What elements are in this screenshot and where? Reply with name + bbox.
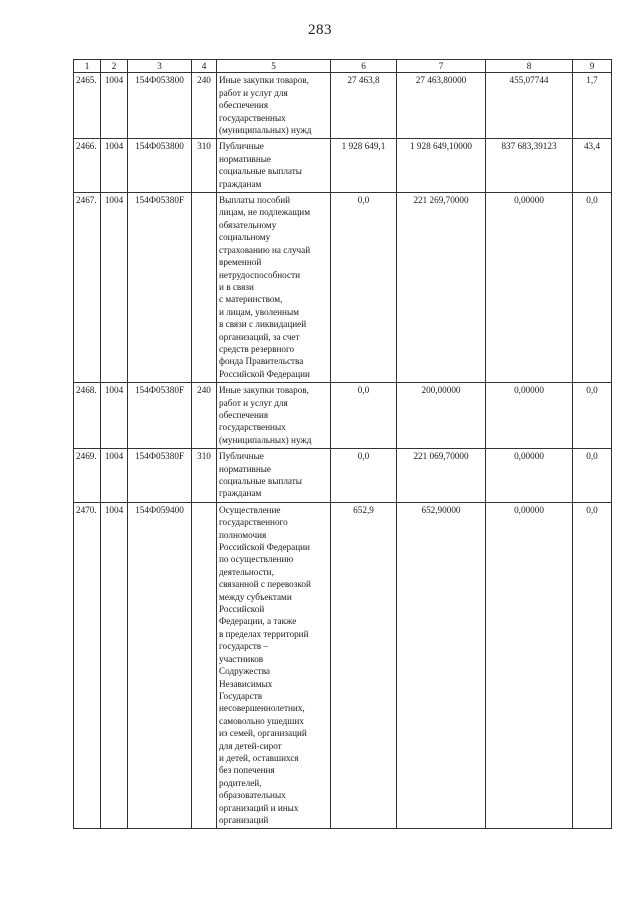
execution-percent: 0,0 (573, 502, 612, 829)
executed-amount: 0,00000 (486, 193, 573, 383)
approved-amount: 0,0 (331, 193, 397, 383)
approved-amount: 0,0 (331, 449, 397, 503)
col-header-7: 7 (397, 60, 486, 73)
approved-amount: 0,0 (331, 383, 397, 449)
table-body (74, 73, 612, 829)
table-header (74, 60, 612, 73)
approved-amount: 1 928 649,1 (331, 139, 397, 193)
approved-amount: 27 463,8 (331, 73, 397, 139)
refined-amount: 221 069,70000 (397, 449, 486, 503)
refined-amount: 652,90000 (397, 502, 486, 829)
col-header-8: 8 (486, 60, 573, 73)
table-row (74, 73, 612, 139)
executed-amount: 0,00000 (486, 502, 573, 829)
table-row (74, 383, 612, 449)
col-header-9: 9 (573, 60, 612, 73)
table-row (74, 502, 612, 829)
row-number: 2466. (74, 139, 101, 193)
expense-type-code (192, 502, 217, 829)
col-header-1: 1 (74, 60, 101, 73)
section-code: 1004 (101, 383, 128, 449)
target-code: 154Ф059400 (128, 502, 192, 829)
row-number: 2467. (74, 193, 101, 383)
col-header-6: 6 (331, 60, 397, 73)
approved-amount: 652,9 (331, 502, 397, 829)
header-row (74, 60, 612, 73)
row-number: 2470. (74, 502, 101, 829)
refined-amount: 1 928 649,10000 (397, 139, 486, 193)
execution-percent: 0,0 (573, 193, 612, 383)
col-header-2: 2 (101, 60, 128, 73)
table-row (74, 193, 612, 383)
section-code: 1004 (101, 73, 128, 139)
budget-table (73, 59, 612, 829)
execution-percent: 1,7 (573, 73, 612, 139)
item-name: Выплаты пособий лицам, не подлежащим обязательному социальному страхованию на случай временной нетрудоспособности и в связи с материнством, и лицам, уволенным в связи с ликвидацией организаций, за счет средств резервного фонда Правительства Российской Федерации (217, 193, 331, 383)
executed-amount: 455,07744 (486, 73, 573, 139)
section-code: 1004 (101, 139, 128, 193)
section-code: 1004 (101, 193, 128, 383)
expense-type-code: 240 (192, 73, 217, 139)
item-name: Публичные нормативные социальные выплаты гражданам (217, 139, 331, 193)
refined-amount: 27 463,80000 (397, 73, 486, 139)
col-header-5: 5 (217, 60, 331, 73)
row-number: 2469. (74, 449, 101, 503)
item-name: Осуществление государственного полномочия Российской Федерации по осуществлению деятельности, связанной с перевозкой между субъектами Российской Федерации, а также в пределах территорий государств – участников Содружества Независимых Государств несовершеннолетних, самовольно ушедших из семей, организаций для детей-сирот и детей, оставшихся без попечения родителей, образовательных организаций и иных организаций (217, 502, 331, 829)
expense-type-code: 310 (192, 139, 217, 193)
refined-amount: 221 269,70000 (397, 193, 486, 383)
execution-percent: 0,0 (573, 449, 612, 503)
target-code: 154Ф053800 (128, 139, 192, 193)
col-header-4: 4 (192, 60, 217, 73)
target-code: 154Ф05380F (128, 383, 192, 449)
item-name: Иные закупки товаров, работ и услуг для обеспечения государственных (муниципальных) нужд (217, 73, 331, 139)
executed-amount: 837 683,39123 (486, 139, 573, 193)
row-number: 2468. (74, 383, 101, 449)
target-code: 154Ф05380F (128, 193, 192, 383)
target-code: 154Ф053800 (128, 73, 192, 139)
table-row (74, 139, 612, 193)
item-name: Публичные нормативные социальные выплаты гражданам (217, 449, 331, 503)
executed-amount: 0,00000 (486, 449, 573, 503)
page-number: 283 (308, 22, 332, 38)
execution-percent: 43,4 (573, 139, 612, 193)
col-header-3: 3 (128, 60, 192, 73)
execution-percent: 0,0 (573, 383, 612, 449)
target-code: 154Ф05380F (128, 449, 192, 503)
item-name: Иные закупки товаров, работ и услуг для обеспечения государственных (муниципальных) нужд (217, 383, 331, 449)
section-code: 1004 (101, 449, 128, 503)
table-row (74, 449, 612, 503)
executed-amount: 0,00000 (486, 383, 573, 449)
refined-amount: 200,00000 (397, 383, 486, 449)
expense-type-code (192, 193, 217, 383)
row-number: 2465. (74, 73, 101, 139)
section-code: 1004 (101, 502, 128, 829)
expense-type-code: 240 (192, 383, 217, 449)
expense-type-code: 310 (192, 449, 217, 503)
